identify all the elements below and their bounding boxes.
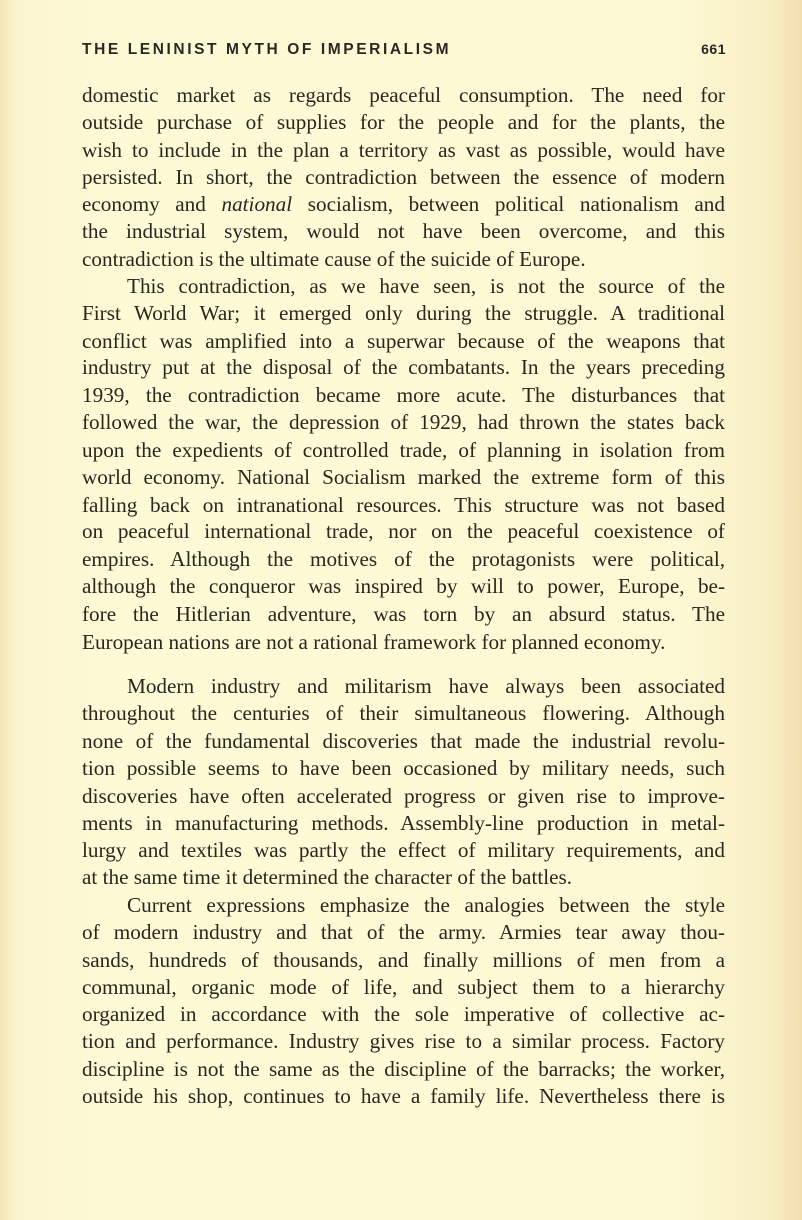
text-line: contradiction is the ultimate cause of the suicide of Europe. [82,247,586,271]
text-line: outside purchase of supplies for the people and for the plants, the [82,110,725,134]
text-line: outside his shop, continues to have a family life. Nevertheless there is [82,1084,725,1108]
text-line: at the same time it determined the character of the battles. [82,865,573,889]
text-line: of modern industry and that of the army. Armies tear away thou- [82,920,725,944]
running-head [82,38,726,64]
text-line: falling back on intranational resources. This structure was not based [82,493,725,517]
text-line: Modern industry and militarism have always been associated [127,674,725,698]
text-line: throughout the centuries of their simultaneous flowering. Although [82,701,725,725]
text-line: domestic market as regards peaceful consumption. The need for [82,83,725,107]
text-line: tion and performance. Industry gives rise to a similar process. Factory [82,1029,725,1053]
text-line: empires. Although the motives of the protagonists were political, [82,547,725,571]
text-line: on peaceful international trade, nor on the peaceful coexistence of [82,519,725,543]
text-line: This contradiction, as we have seen, is not the source of the [127,274,725,298]
text-line: communal, organic mode of life, and subject them to a hierarchy [82,975,725,999]
text-line: world economy. National Socialism marked the extreme form of this [82,465,725,489]
text-line: although the conqueror was inspired by will to power, Europe, be- [82,574,725,598]
text-line: lurgy and textiles was partly the effect of military requirements, and [82,838,725,862]
text-line: discoveries have often accelerated progress or given rise to improve- [82,784,725,808]
text-line: First World War; it emerged only during the struggle. A traditional [82,301,725,325]
text-line: sands, hundreds of thousands, and finally millions of men from a [82,948,725,972]
text-line: discipline is not the same as the discipline of the barracks; the worker, [82,1057,725,1081]
text-line: followed the war, the depression of 1929, had thrown the states back [82,410,725,434]
text-line: 1939, the contradiction became more acute. The disturbances that [82,383,725,407]
page-number: 661 [701,41,726,57]
text-line: upon the expedients of controlled trade, of planning in isolation from [82,438,725,462]
text-line: fore the Hitlerian adventure, was torn by an absurd status. The [82,602,725,626]
text-line: Current expressions emphasize the analogies between the style [127,893,725,917]
text-line: conflict was amplified into a superwar because of the weapons that [82,329,725,353]
text-line: persisted. In short, the contradiction between the essence of modern [82,165,725,189]
text-line: organized in accordance with the sole imperative of collective ac- [82,1002,725,1026]
text-line: wish to include in the plan a territory as vast as possible, would have [82,138,725,162]
text-line: none of the fundamental discoveries that made the industrial revolu- [82,729,725,753]
text-line: the industrial system, would not have been overcome, and this [82,219,725,243]
text-line: ments in manufacturing methods. Assembly-line production in metal- [82,811,725,835]
text-line: industry put at the disposal of the combatants. In the years preceding [82,355,725,379]
italic-emphasis: national [221,192,293,216]
text-line: European nations are not a rational framework for planned economy. [82,630,666,654]
chapter-title: THE LENINIST MYTH OF IMPERIALISM [82,41,452,58]
text-line: economy and national socialism, between political nationalism and [82,192,725,216]
text-line: tion possible seems to have been occasioned by military needs, such [82,756,725,780]
